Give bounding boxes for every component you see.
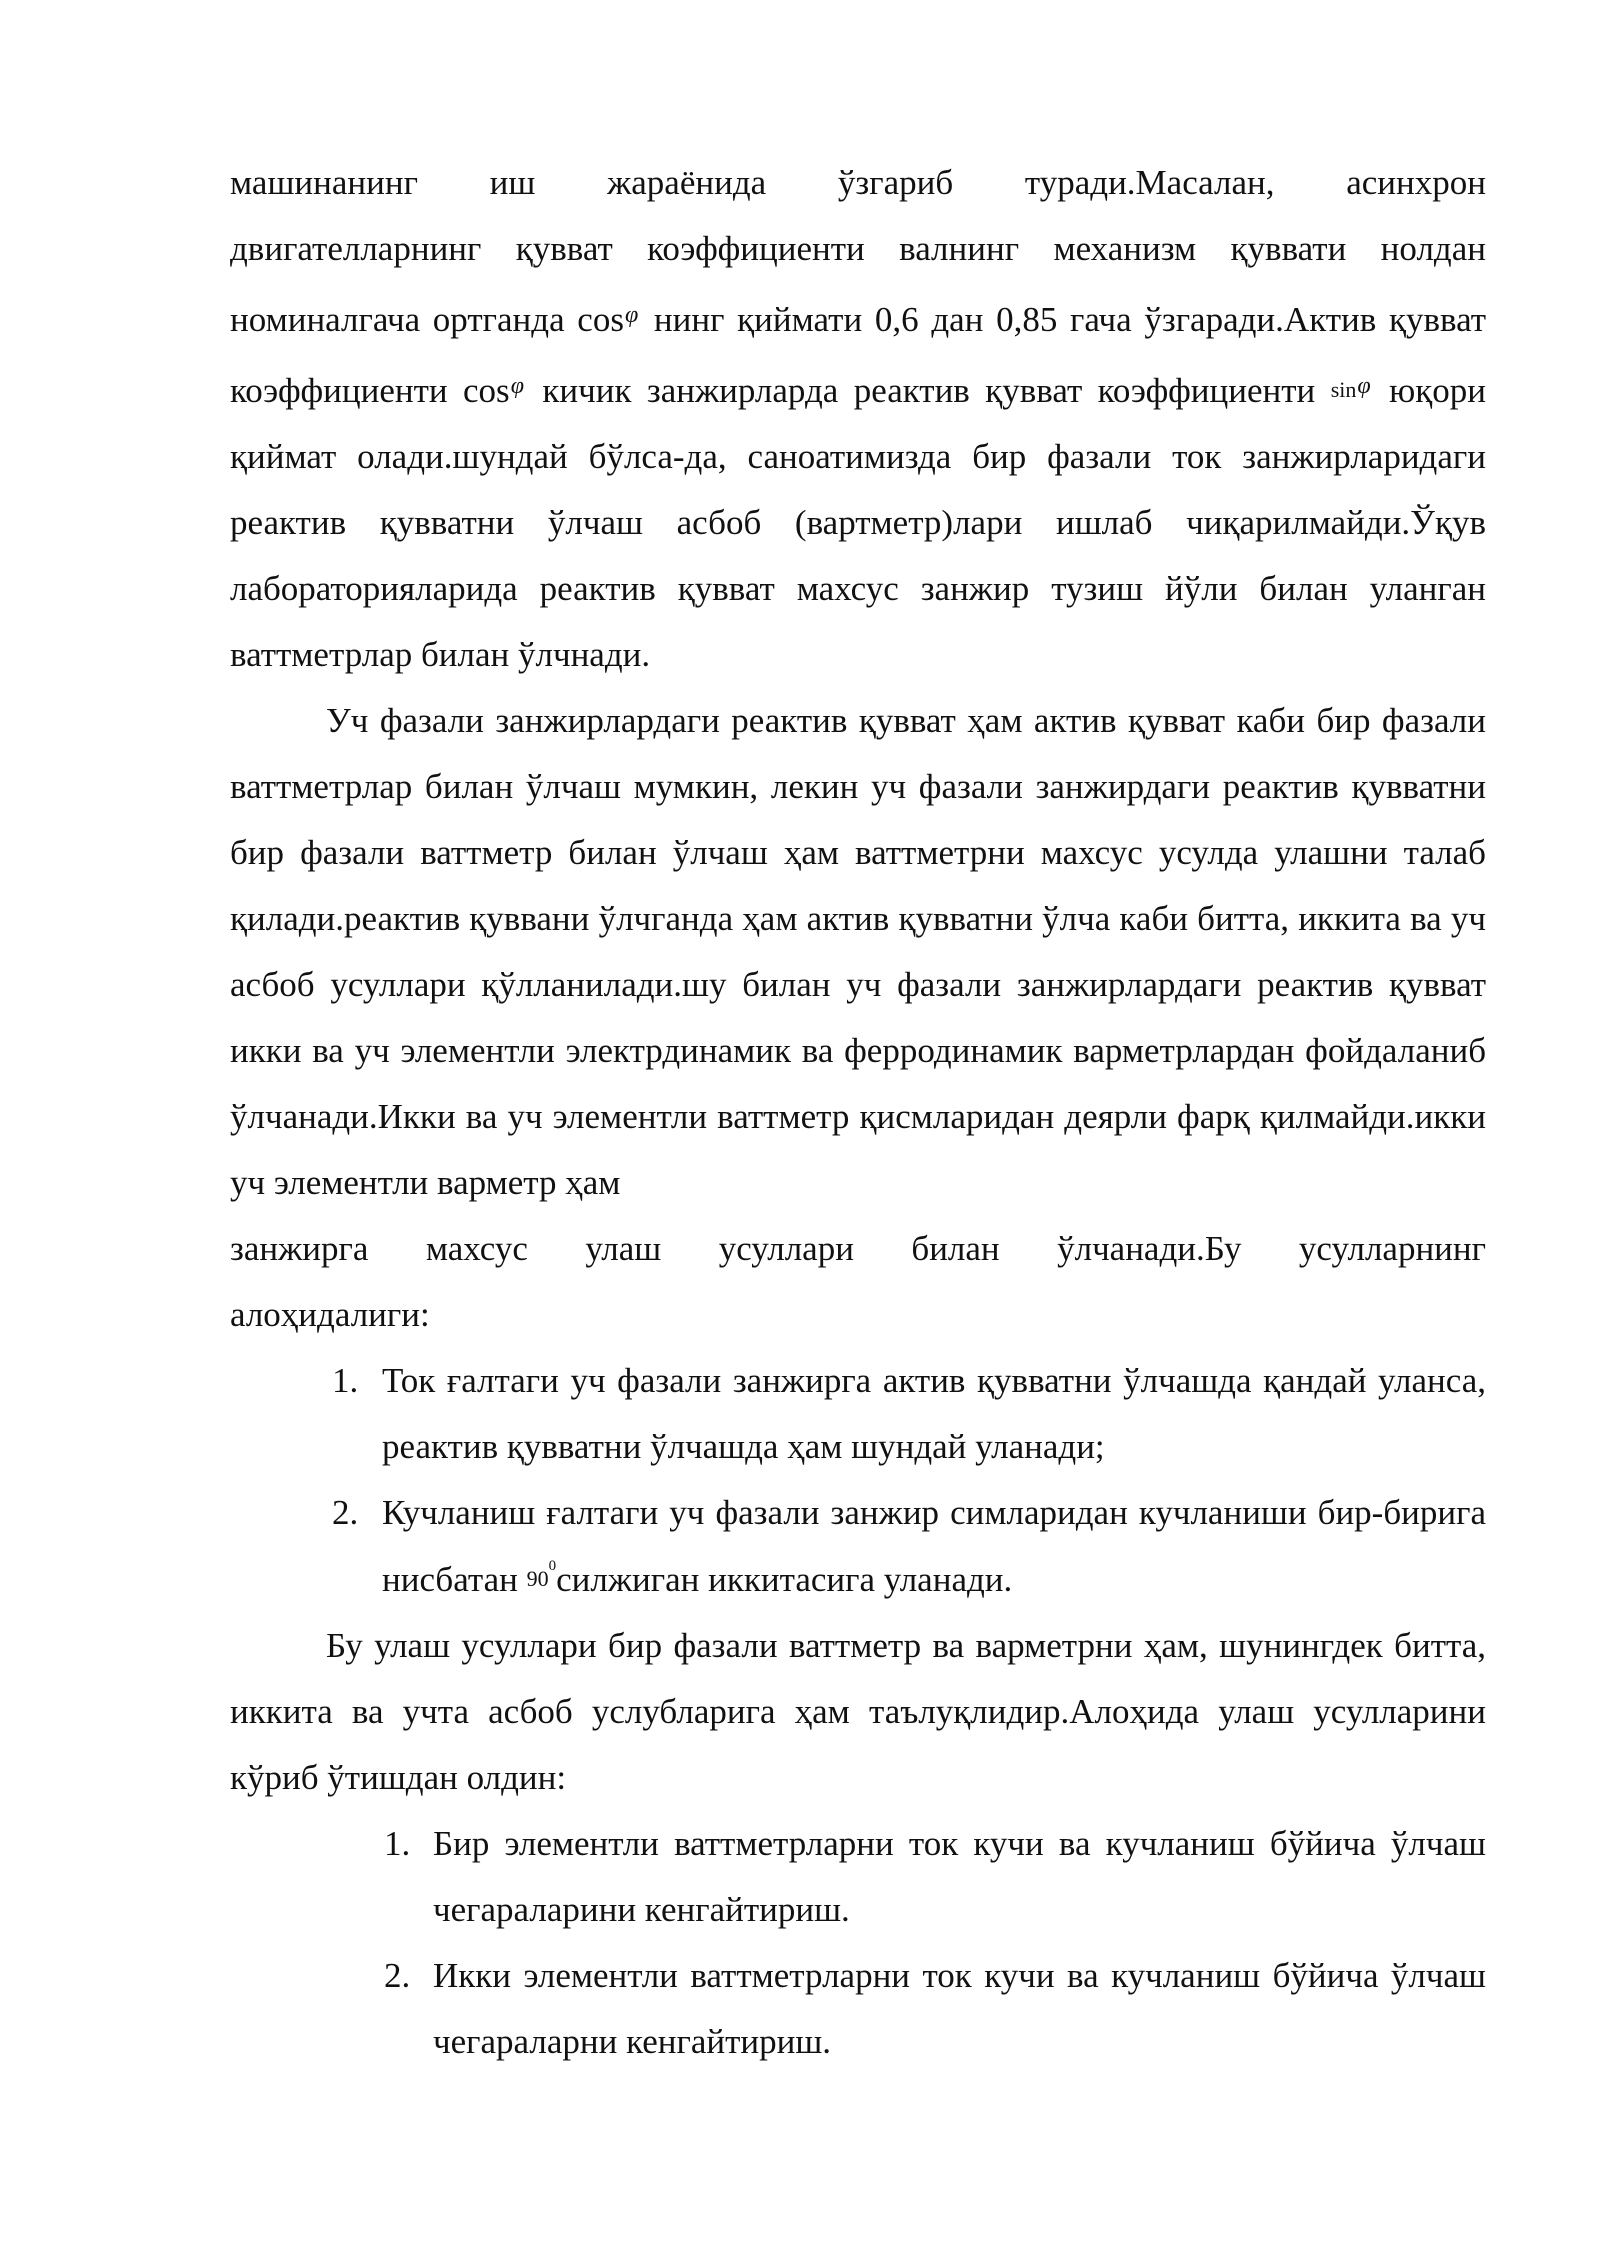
list-number: 2. bbox=[384, 1956, 411, 1995]
list-number: 1. bbox=[332, 1361, 359, 1400]
document-page bbox=[230, 150, 1486, 2075]
degree-superscript: 0 bbox=[548, 1558, 557, 1574]
list-item: 1. Бир элементли ваттметрларни ток кучи ва кучланиш бўйича ўлчаш чегараларини кенгайтириш. bbox=[230, 1811, 1486, 1943]
list-number: 1. bbox=[384, 1824, 411, 1863]
paragraph-2-justified-line: занжирга махсус улаш усуллари билан ўлчанади.Бу усулларнинг bbox=[230, 1229, 1486, 1268]
phi-symbol: φ bbox=[624, 302, 639, 328]
angle-value: $90^0$ bbox=[526, 1558, 557, 1591]
list-item: 2. Кучланиш ғалтаги уч фазали занжир симларидан кучланиши бир-бирига нисбатан $90^0силжиган$ иккитасига уланади. bbox=[230, 1480, 1486, 1613]
numbered-list-1 bbox=[230, 1348, 1486, 1613]
paragraph-2-end: алоҳидалиги: bbox=[230, 1295, 430, 1334]
paragraph-2: Уч фазали занжирлардаги реактив қувват ҳам актив қувват каби бир фазали ваттметрлар билан ўлчаш мумкин, лекин уч фазали занжирдаги реактив қувватни бир фазали ваттметр билан ўлчаш ҳам ваттметрни махсус усулда улашни талаб қилади.реактив қуввани ўлчганда ҳам актив қувватни ўлча каби битта, иккита ва уч асбоб усуллари қўлланилади.шу билан уч фазали занжирлардаги реактив қувват икки ва уч элементли электрдинамик ва ферродинамик варметрлардан фойдаланиб ўлчанади.Икки ва уч элементли ваттметр қисмларидан деярли фарқ қилмайди.икки уч элементли варметр ҳам bbox=[230, 701, 1486, 1202]
list-number: 2. bbox=[332, 1493, 359, 1532]
list-item: 2. Икки элементли ваттметрларни ток кучи ва кучланиш бўйича ўлчаш чегараларни кенгайтириш. bbox=[230, 1943, 1486, 2075]
paragraph-1: машинанинг иш жараёнида ўзгариб туради.Масалан, асинхрон двигателларнинг қувват коэффициенти валнинг механизм қуввати нолдан номиналгача ортганда $\cos^\varphi$ нинг қиймати 0,6 дан 0,85 гача ўзгаради.Актив қувват коэффициенти $\cos^\varphi$ кичик занжирларда реактив қувват коэффициенти $\sin^\varphi$ юқори қиймат олади.шундай бўлса-да, саноатимизда бир фазали ток занжирларидаги реактив қувватни ўлчаш асбоб (вартметр)лари ишлаб чиқарилмайди.Ўқув лабораторияларида реактив қувват махсус занжир тузиш йўли билан уланган ваттметрлар билан ўлчнади. bbox=[230, 150, 1486, 688]
phi-symbol: φ bbox=[1357, 373, 1371, 399]
paragraph-1-first-line: машинанинг иш жараёнида ўзгариб туради.Масалан, асинхрон bbox=[230, 163, 1486, 202]
phi-symbol: φ bbox=[510, 373, 524, 399]
paragraph-3: Бу улаш усуллари бир фазали ваттметр ва варметрни ҳам, шунингдек битта, иккита ва учта асбоб услубларига ҳам таълуқлидир.Алоҳида улаш усулларини кўриб ўтишдан олдин: bbox=[230, 1626, 1486, 1797]
sin-symbol: sin bbox=[1330, 377, 1357, 402]
list-item: 1. Ток ғалтаги уч фазали занжирга актив қувватни ўлчашда қандай уланса, реактив қувватни ўлчашда ҳам шундай уланади; bbox=[230, 1348, 1486, 1480]
numbered-list-2 bbox=[230, 1811, 1486, 2075]
